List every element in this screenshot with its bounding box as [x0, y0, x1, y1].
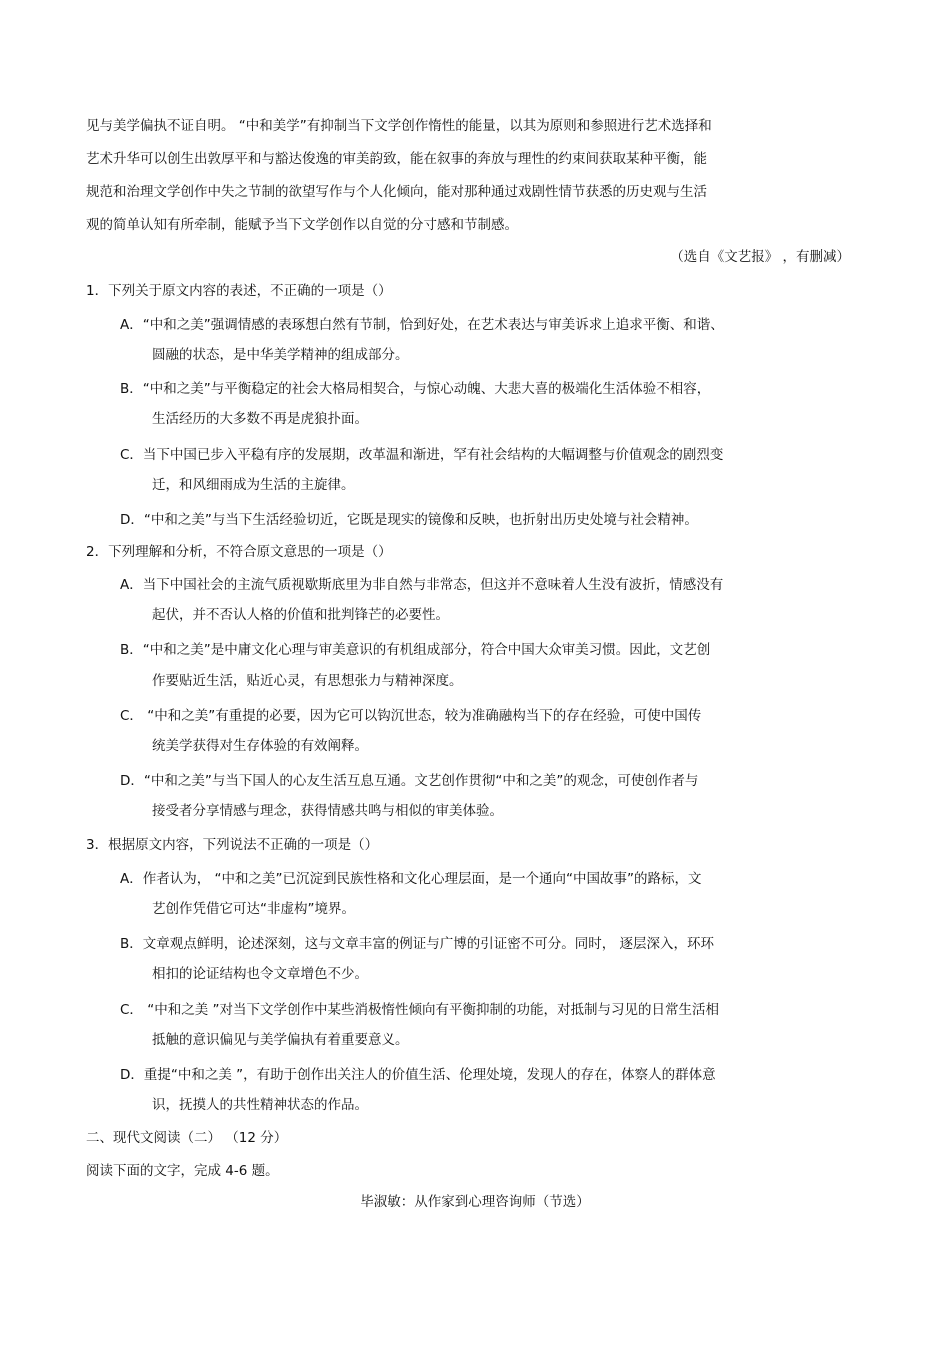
passage-line: 观的简单认知有所牵制，能赋予当下文学创作以自觉的分寸感和节制感。 — [86, 217, 518, 233]
source-citation: （选自《文艺报》 ，有删减） — [670, 249, 850, 265]
option-line: 迁，和风细雨成为生活的主旋律。 — [152, 477, 355, 493]
option-line: 圆融的状态，是中华美学精神的组成部分。 — [152, 347, 409, 363]
option-line: C． “中和之美 ”对当下文学创作中某些消极惰性倾向有平衡抑制的功能，对抵制与习见的日常生活相 — [120, 1002, 719, 1018]
option-line: 起伏，并不否认人格的价值和批判锋芒的必要性。 — [152, 607, 449, 623]
option-line: D．重提“中和之美 ”，有助于创作出关注人的价值生活、伦理处境，发现人的存在，体察人的群体意 — [120, 1067, 716, 1083]
option-line: B．“中和之美”与平衡稳定的社会大格局相契合，与惊心动魄、大悲大喜的极端化生活体验不相容， — [120, 381, 711, 397]
question-stem: 1．下列关于原文内容的表述，不正确的一项是（） — [86, 283, 392, 299]
passage-line: 艺术升华可以创生出敦厚平和与豁达俊逸的审美韵致，能在叙事的奔放与理性的约束间获取某种平衡，能 — [86, 151, 707, 167]
section-instruction: 阅读下面的文字，完成 4-6 题。 — [86, 1163, 279, 1179]
option-line: A．当下中国社会的主流气质视歇斯底里为非自然与非常态，但这并不意味着人生没有波折，情感没有 — [120, 577, 724, 593]
option-line: 识，抚摸人的共性精神状态的作品。 — [152, 1097, 368, 1113]
option-line: 生活经历的大多数不再是虎狼扑面。 — [152, 411, 368, 427]
option-line: C．当下中国已步入平稳有序的发展期，改革温和渐进，罕有社会结构的大幅调整与价值观念的剧烈变 — [120, 447, 724, 463]
question-stem: 3．根据原文内容，下列说法不正确的一项是（） — [86, 837, 379, 853]
option-line: 接受者分享情感与理念，获得情感共鸣与相似的审美体验。 — [152, 803, 503, 819]
option-line: 相扣的论证结构也令文章增色不少。 — [152, 966, 368, 982]
passage-line: 见与美学偏执不证自明。 “中和美学”有抑制当下文学创作惰性的能量，以其为原则和参照进行艺术选择和 — [86, 118, 712, 134]
option-line: 艺创作凭借它可达“非虚构”境界。 — [152, 901, 355, 917]
option-line: 统美学获得对生存体验的有效阐释。 — [152, 738, 368, 754]
question-stem: 2．下列理解和分析，不符合原文意思的一项是（） — [86, 544, 392, 560]
option-line: 抵触的意识偏见与美学偏执有着重要意义。 — [152, 1032, 409, 1048]
option-line: D．“中和之美”与当下生活经验切近，它既是现实的镜像和反映，也折射出历史处境与社会精神。 — [120, 512, 698, 528]
section-heading: 二、现代文阅读（二） （12 分） — [86, 1130, 288, 1146]
option-line: B．文章观点鲜明，论述深刻，这与文章丰富的例证与广博的引证密不可分。同时， 逐层深入，环环 — [120, 936, 715, 952]
option-line: 作要贴近生活，贴近心灵，有思想张力与精神深度。 — [152, 673, 463, 689]
option-line: C． “中和之美”有重提的必要，因为它可以钩沉世态，较为准确融构当下的存在经验，可使中国传 — [120, 708, 702, 724]
option-line: B．“中和之美”是中庸文化心理与审美意识的有机组成部分，符合中国大众审美习惯。因此，文艺创 — [120, 642, 711, 658]
option-line: D．“中和之美”与当下国人的心友生活互息互通。文艺创作贯彻“中和之美”的观念，可使创作者与 — [120, 773, 699, 789]
article-title: 毕淑敏：从作家到心理咨询师（节选） — [360, 1194, 590, 1210]
option-line: A．“中和之美”强调情感的表琢想白然有节制，恰到好处，在艺术表达与审美诉求上追求平衡、和谐、 — [120, 317, 724, 333]
passage-line: 规范和治理文学创作中失之节制的欲望写作与个人化倾向，能对那种通过戏剧性情节获悉的历史观与生活 — [86, 184, 707, 200]
option-line: A．作者认为， “中和之美”已沉淀到民族性格和文化心理层面，是一个通向“中国故事”的路标，文 — [120, 871, 702, 887]
